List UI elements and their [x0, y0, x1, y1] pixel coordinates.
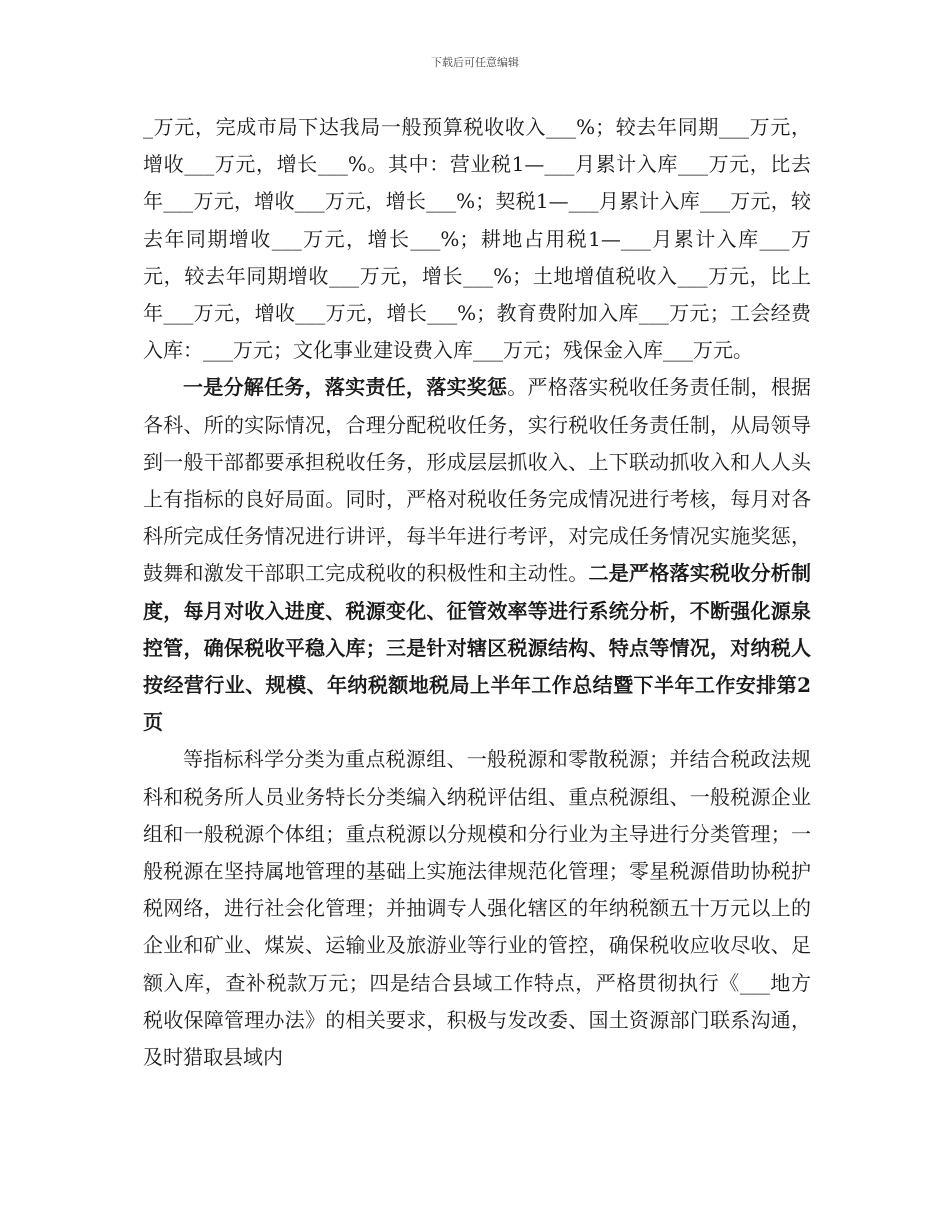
paragraph-measures — [143, 369, 811, 741]
paragraph-tax-classification: 等指标科学分类为重点税源组、一般税源和零散税源；并结合税政法规科和税务所人员业务特长分类编入纳税评估组、重点税源组、一般税源企业组和一般税源个体组；重点税源以分规模和分行业为主导进行分类管理；一般税源在坚持属地管理的基础上实施法律规范化管理；零星税源借助协税护税网络，进行社会化管理；并抽调专人强化辖区的年纳税额五十万元以上的企业和矿业、煤炭、运输业及旅游业等行业的管控，确保税收应收尽收、足额入库，查补税款万元；四是结合县域工作特点，严格贯彻执行《___地方税收保障管理办法》的相关要求，积极与发改委、国土资源部门联系沟通，及时猎取县域内 — [143, 747, 811, 1070]
measure-one-heading: 一是分解任务，落实责任，落实奖惩 — [183, 375, 508, 400]
measure-two-three-text: 二是严格落实税收分析制度，每月对收入进度、税源变化、征管效率等进行系统分析，不断强化源泉控管，确保税收平稳入库；三是针对辖区税源结构、特点等情况，对纳税人按经营行业、规模、年纳税额地税局上半年工作总结暨下半年工作安排第2页 — [143, 561, 811, 735]
measure-one-text: 。严格落实税收任务责任制，根据各科、所的实际情况，合理分配税收任务，实行税收任务责任制，从局领导到一般干部都要承担税收任务，形成层层抓收入、上下联动抓收入和人人头上有指标的良好局面。同时，严格对税收任务完成情况进行考核，每月对各科所完成任务情况进行讲评，每半年进行考评，对完成任务情况实施奖惩，鼓舞和激发干部职工完成税收的积极性和主动性。 — [143, 375, 812, 586]
page-header: 下载后可任意编辑 — [431, 56, 519, 69]
paragraph-revenue-summary: _万元，完成市局下达我局一般预算税收收入___%；较去年同期___万元，增收___万元，增长___%。其中：营业税1—___月累计入库___万元，比去年___万元，增收___万元，增长___%；契税1—___月累计入库___万元，较去年同期增收___万元，增长___%；耕地占用税1—___月累计入库___万元，较去年同期增收___万元，增长___%；土地增值税收入___万元，比上年___万元，增收___万元，增长___%；教育费附加入库___万元；工会经费入库：___万元；文化事业建设费入库___万元；残保金入库___万元。 — [143, 115, 811, 363]
document-body — [143, 109, 811, 1076]
